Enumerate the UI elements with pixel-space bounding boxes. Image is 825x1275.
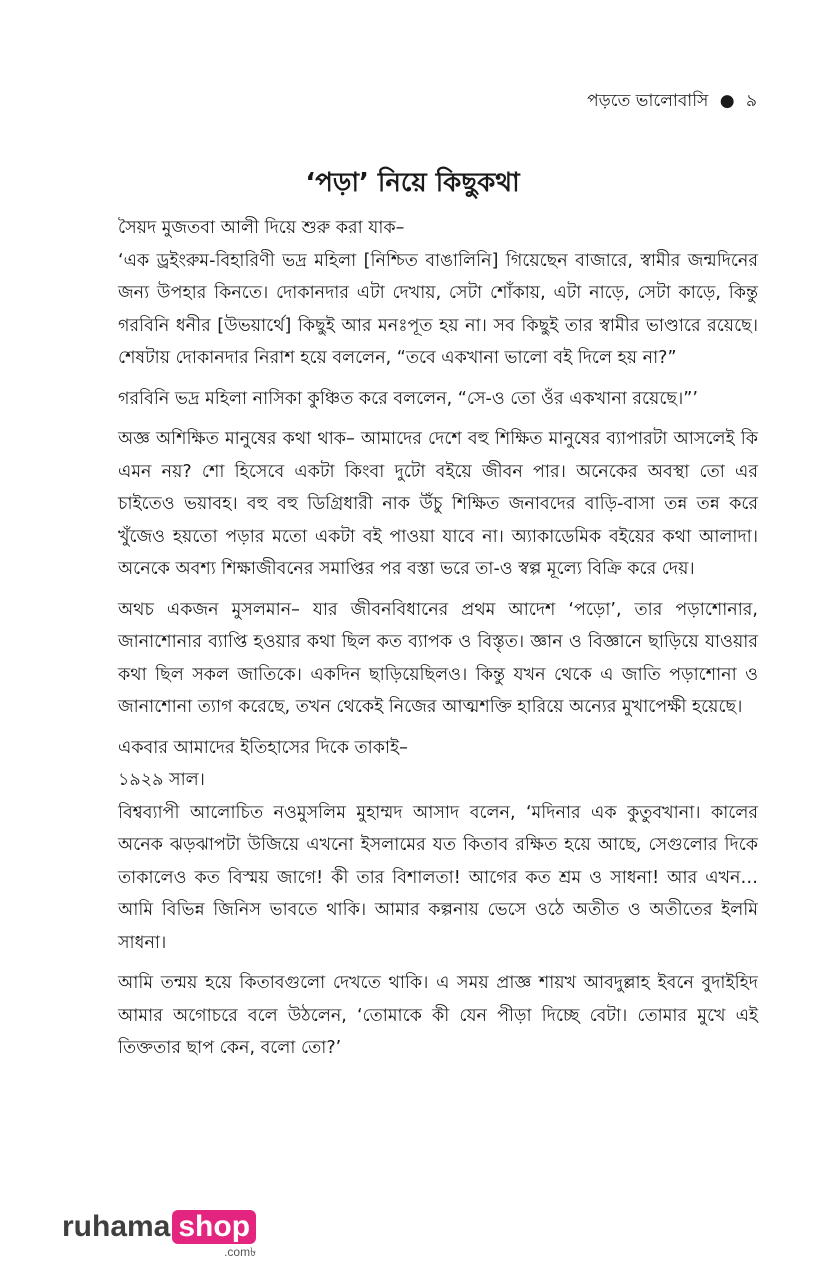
running-title: পড়তে ভালোবাসি bbox=[587, 91, 709, 111]
chapter-title: ‘পড়া’ নিয়ে কিছুকথা bbox=[305, 168, 520, 198]
paragraph-history-intro: একবার আমাদের ইতিহাসের দিকে তাকাই– bbox=[118, 737, 408, 758]
page-number: ৯ bbox=[745, 91, 757, 111]
logo-text-ruhama: ruhama bbox=[62, 1210, 171, 1243]
bullet-separator: ● bbox=[719, 91, 735, 111]
paragraph-shaykh: আমি তন্ময় হয়ে কিতাবগুলো দেখতে থাকি। এ সময় প্রাজ্ঞ শায়খ আবদুল্লাহ ইবনে বুদাইহিদ আমার অগোচরে বলে উঠলেন, ‘তোমাকে কী যেন পীড়া দিচ্ছে বেটা। তোমার মুখে এই তিক্ততার ছাপ কেন, বলো তো?’ bbox=[118, 973, 758, 1058]
logo-tld: .com৳ bbox=[224, 1245, 257, 1259]
paragraph-educated-people: অজ্ঞ অশিক্ষিত মানুষের কথা থাক– আমাদের দেশে বহু শিক্ষিত মানুষের ব্যাপারটা আসলেই কি এমন নয়? শো হিসেবে একটা কিংবা দুটো বইয়ে জীবন পার। অনেকের অবস্থা তো এর চাইতেও ভয়াবহ। বহু বহু ডিগ্রিধারী নাক উঁচু শিক্ষিত জনাবদের বাড়ি-বাসা তন্ন তন্ন করে খুঁজেও হয়তো পড়ার মতো একটা বই পাওয়া যাবে না। অ্যাকাডেমিক বইয়ের কথা আলাদা। অনেকে অবশ্য শিক্ষাজীবনের সমাপ্তির পর বস্তা ভরে তা-ও স্বল্প মূল্যে বিক্রি করে দেয়। bbox=[118, 429, 758, 579]
body-text bbox=[118, 212, 758, 1073]
logo-text-shop: shop bbox=[172, 1210, 256, 1244]
running-header bbox=[587, 88, 757, 116]
paragraph-asad-quote: বিশ্বব্যাপী আলোচিত নওমুসলিম মুহাম্মদ আসাদ বলেন, ‘মদিনার এক কুতুবখানা। কালের অনেক ঝড়ঝাপটা উজিয়ে এখনো ইসলামের যত কিতাব রক্ষিত হয়ে আছে, সেগুলোর দিকে তাকালেও কত বিস্ময় জাগে! কী তার বিশালতা! আগের কত শ্রম ও সাধনা! আর এখন… আমি বিভিন্ন জিনিস ভাবতে থাকি। আমার কল্পনায় ভেসে ওঠে অতীত ও অতীতের ইলমি সাধনা। bbox=[118, 802, 758, 953]
ruhamashop-logo bbox=[62, 1210, 257, 1259]
paragraph-year: ১৯২৯ সাল। bbox=[118, 770, 205, 790]
paragraph-quote-reply: গরবিনি ভদ্র মহিলা নাসিকা কুঞ্চিত করে বললেন, “সে-ও তো ওঁর একখানা রয়েছে।”’ bbox=[118, 388, 698, 409]
paragraph-intro: সৈয়দ মুজতবা আলী দিয়ে শুরু করা যাক– bbox=[118, 218, 405, 238]
paragraph-muslim-reading: অথচ একজন মুসলমান– যার জীবনবিধানের প্রথম আদেশ ‘পড়ো’, তার পড়াশোনার, জানাশোনার ব্যাপ্তি হওয়ার কথা ছিল কত ব্যাপক ও বিস্তৃত। জ্ঞান ও বিজ্ঞানে ছাড়িয়ে যাওয়ার কথা ছিল সকল জাতিকে। একদিন ছাড়িয়েছিলও। কিন্তু যখন থেকে এ জাতি পড়াশোনা ও জানাশোনা ত্যাগ করেছে, তখন থেকেই নিজের আত্মশক্তি হারিয়ে অন্যের মুখাপেক্ষী হয়েছে। bbox=[118, 599, 758, 717]
paragraph-quote-story: ‘এক ড্রইংরুম-বিহারিণী ভদ্র মহিলা [নিশ্চিত বাঙালিনি] গিয়েছেন বাজারে, স্বামীর জন্মদিনের জন্য উপহার কিনতে। দোকানদার এটা দেখায়, সেটা শোঁকায়, এটা নাড়ে, সেটা কাড়ে, কিন্তু গরবিনি ধনীর [উভয়ার্থে] কিছুই আর মনঃপূত হয় না। সব কিছুই তার স্বামীর ভাণ্ডারে রয়েছে। শেষটায় দোকানদার নিরাশ হয়ে বললেন, “তবে একখানা ভালো বই দিলে হয় না?” bbox=[118, 250, 758, 368]
